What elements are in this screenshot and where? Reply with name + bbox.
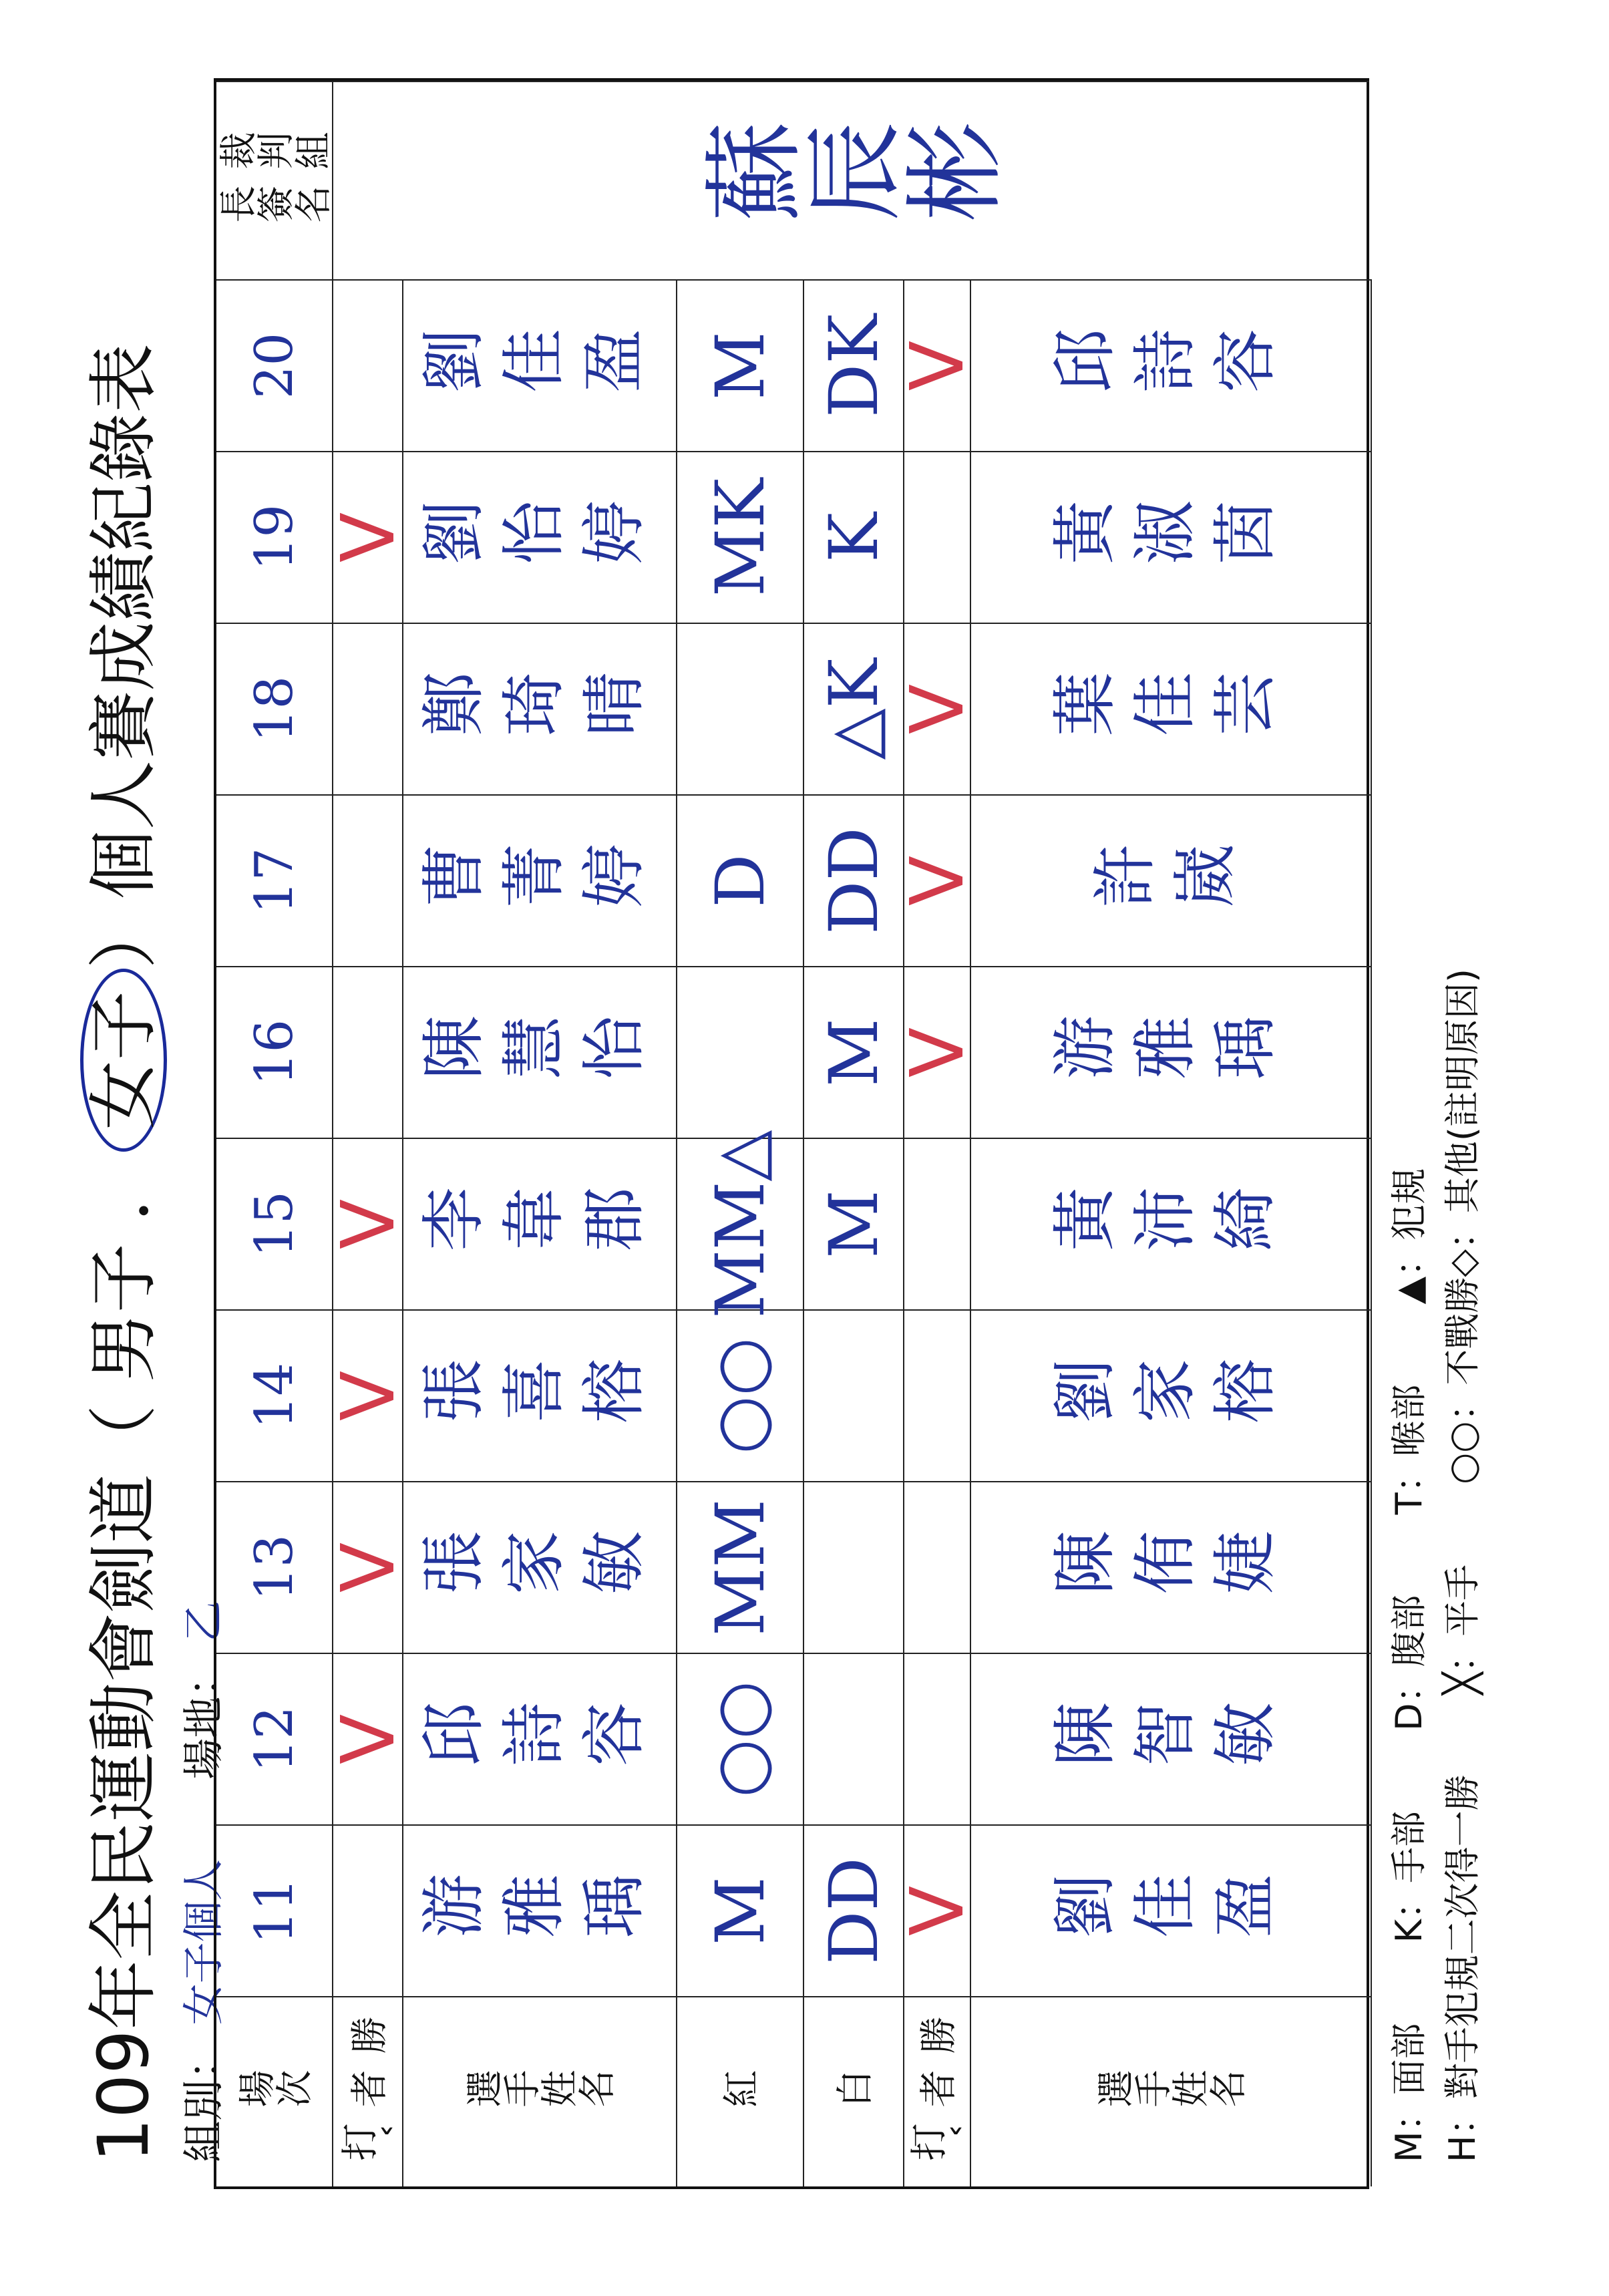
- red-score: D: [677, 794, 804, 966]
- red-score: [677, 966, 804, 1138]
- page-title: [73, 158, 174, 2162]
- legend-item: ○○：不戰勝◇：其他(註明原因): [1441, 968, 1483, 1484]
- white-score: △K: [804, 623, 904, 794]
- venue-label: 場地：: [179, 1655, 228, 1780]
- red-score: MK: [677, 451, 804, 623]
- winner-mark-white: V: [904, 794, 971, 966]
- white-player-name: 葉佳芸: [971, 623, 1372, 794]
- red-score: ○○: [677, 1309, 804, 1481]
- winner-mark-red: V: [333, 1138, 403, 1309]
- white-score: DD: [804, 1824, 904, 1996]
- white-score: [804, 1481, 904, 1653]
- header-red: 紅: [677, 1996, 804, 2186]
- legend-item: D：腹部: [1388, 1595, 1430, 1731]
- red-player-name: 張家敏: [403, 1481, 677, 1653]
- referee-signature: 蘇辰彬: [333, 81, 1369, 279]
- white-score: [804, 1309, 904, 1481]
- legend-item: M：面部: [1388, 2023, 1430, 2162]
- group-label: 組別：: [179, 2037, 228, 2162]
- winner-mark-red: [333, 1824, 403, 1996]
- red-player-name: 劉佳盈: [403, 279, 677, 451]
- legend-item: ▲：犯規: [1388, 1168, 1430, 1305]
- red-player-name: 陳慧怡: [403, 966, 677, 1138]
- legend-item: H：對手犯規二次得一勝: [1441, 1774, 1483, 2162]
- winner-mark-red: V: [333, 1481, 403, 1653]
- white-player-name: 劉佳盈: [971, 1824, 1372, 1996]
- red-player-name: 游雅瑀: [403, 1824, 677, 1996]
- title-prefix: 109年全民運動會劍道（ 男子 ．: [83, 1152, 164, 2162]
- white-player-name: 邱詩容: [971, 279, 1372, 451]
- legend: [1383, 158, 1489, 2162]
- red-score: M: [677, 1824, 804, 1996]
- venue-value: 乙: [179, 1601, 228, 1643]
- header-winner-bottom: 勝者打ˇ: [904, 1996, 971, 2186]
- header-referee: 裁判組長簽名: [216, 81, 333, 279]
- winner-mark-red: V: [333, 1309, 403, 1481]
- white-score: K: [804, 451, 904, 623]
- results-table: [214, 78, 1369, 2189]
- match-number: 20: [216, 279, 333, 451]
- white-player-name: 劉家榕: [971, 1309, 1372, 1481]
- white-player-name: 游雅瑀: [971, 966, 1372, 1138]
- winner-mark-white: [904, 1309, 971, 1481]
- winner-mark-white: V: [904, 279, 971, 451]
- header-winner-top: 勝者打ˇ: [333, 1996, 403, 2186]
- match-number: 16: [216, 966, 333, 1138]
- winner-mark-red: [333, 966, 403, 1138]
- winner-mark-white: [904, 1481, 971, 1653]
- winner-mark-red: V: [333, 451, 403, 623]
- red-player-name: 張喜榕: [403, 1309, 677, 1481]
- red-player-name: 曹菁婷: [403, 794, 677, 966]
- winner-mark-red: V: [333, 1653, 403, 1824]
- white-score: M: [804, 1138, 904, 1309]
- red-player-name: 劉怡婷: [403, 451, 677, 623]
- red-score: ○○: [677, 1653, 804, 1824]
- legend-item: T：喉部: [1388, 1384, 1430, 1515]
- title-suffix: ）個人賽成績紀錄表: [83, 343, 164, 969]
- white-player-name: 陳侑婕: [971, 1481, 1372, 1653]
- winner-mark-red: [333, 623, 403, 794]
- winner-mark-red: [333, 794, 403, 966]
- match-number: 18: [216, 623, 333, 794]
- red-score: [677, 623, 804, 794]
- white-score: DD: [804, 794, 904, 966]
- winner-mark-white: V: [904, 966, 971, 1138]
- red-score: M: [677, 279, 804, 451]
- match-number: 11: [216, 1824, 333, 1996]
- white-player-name: 許崴: [971, 794, 1372, 966]
- match-number: 15: [216, 1138, 333, 1309]
- legend-item: ╳：平手: [1441, 1564, 1483, 1695]
- match-number: 12: [216, 1653, 333, 1824]
- white-player-name: 黃沛綺: [971, 1138, 1372, 1309]
- white-score: [804, 1653, 904, 1824]
- header-white: 白: [804, 1996, 904, 2186]
- group-value: 女子個人: [179, 1859, 228, 2025]
- red-score: MM△: [677, 1138, 804, 1309]
- match-number: 19: [216, 451, 333, 623]
- white-score: DK: [804, 279, 904, 451]
- winner-mark-white: V: [904, 1824, 971, 1996]
- winner-mark-white: [904, 1653, 971, 1824]
- header-match: 場次: [216, 1996, 333, 2186]
- winner-mark-white: V: [904, 623, 971, 794]
- header-player-top: 選手姓名: [403, 1996, 677, 2186]
- legend-item: K：手部: [1388, 1810, 1430, 1943]
- red-player-name: 邱詩容: [403, 1653, 677, 1824]
- title-circled-option: 女子: [80, 969, 167, 1152]
- winner-mark-white: [904, 451, 971, 623]
- white-player-name: 黃淑茵: [971, 451, 1372, 623]
- match-number: 17: [216, 794, 333, 966]
- red-player-name: 鄭琦晴: [403, 623, 677, 794]
- white-player-name: 陳智敏: [971, 1653, 1372, 1824]
- winner-mark-red: [333, 279, 403, 451]
- header-player-bottom: 選手姓名: [971, 1996, 1372, 2186]
- red-score: MM: [677, 1481, 804, 1653]
- match-number: 13: [216, 1481, 333, 1653]
- red-player-name: 李韋郡: [403, 1138, 677, 1309]
- winner-mark-white: [904, 1138, 971, 1309]
- match-number: 14: [216, 1309, 333, 1481]
- white-score: M: [804, 966, 904, 1138]
